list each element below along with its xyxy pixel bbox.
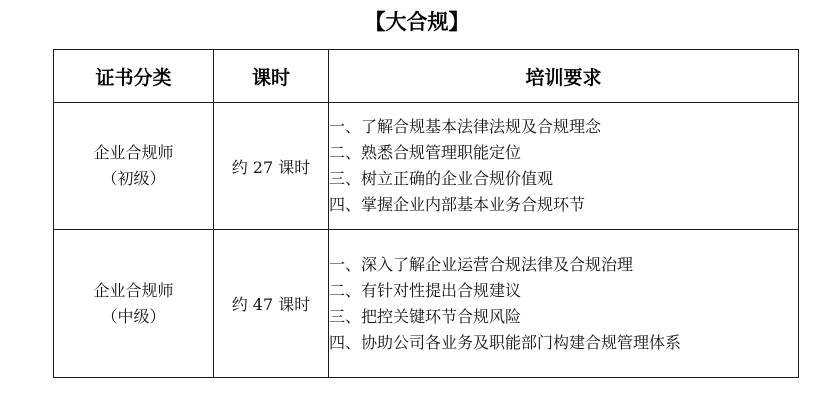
category-cell	[54, 103, 214, 230]
requirement-item: 四、协助公司各业务及职能部门构建合规管理体系	[329, 332, 682, 352]
requirement-item: 二、有针对性提出合规建议	[329, 280, 522, 300]
requirement-item: 一、深入了解企业运营合规法律及合规治理	[329, 254, 634, 274]
header-hours: 课时	[214, 50, 329, 103]
category-level: （初级）	[101, 169, 166, 188]
category-name: 企业合规师	[93, 280, 174, 300]
requirement-item: 三、把控关键环节合规风险	[329, 306, 522, 326]
category-level: （中级）	[101, 306, 166, 326]
requirement-item: 四、掌握企业内部基本业务合规环节	[329, 195, 586, 214]
requirements-cell	[329, 230, 799, 378]
requirement-item: 二、熟悉合规管理职能定位	[329, 143, 522, 162]
table-row-intermediate	[54, 230, 799, 378]
header-requirements: 培训要求	[329, 50, 799, 103]
requirements-cell	[329, 103, 799, 230]
table-row-junior	[54, 103, 799, 230]
category-cell	[54, 230, 214, 378]
hours-cell: 约 27 课时	[214, 103, 329, 230]
certificate-table	[53, 49, 799, 378]
requirement-item: 三、树立正确的企业合规价值观	[329, 169, 554, 188]
category-name: 企业合规师	[93, 143, 174, 162]
hours-cell: 约 47 课时	[214, 230, 329, 378]
document-title: 【大合规】	[364, 10, 470, 34]
table-header-row	[54, 50, 799, 103]
requirement-item: 一、了解合规基本法律法规及合规理念	[329, 117, 602, 136]
header-category: 证书分类	[54, 50, 214, 103]
